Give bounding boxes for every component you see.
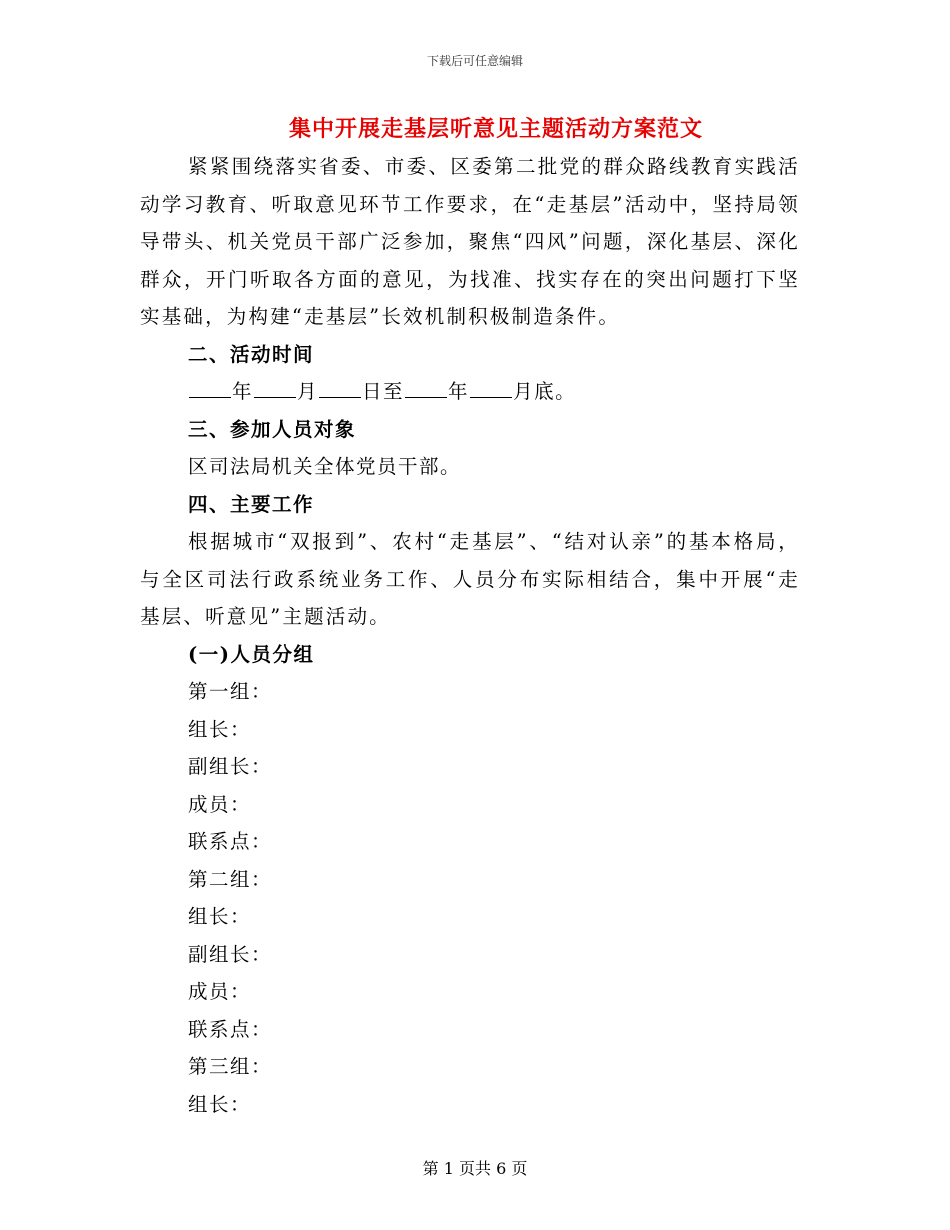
header-note: 下载后可任意编辑 [426,54,523,68]
date-part: 月底。 [513,380,577,403]
section-4-heading: 四、主要工作 [188,492,315,516]
date-blank [189,395,231,398]
list-item: 第三组： [188,1055,273,1078]
section-3-heading: 三、参加人员对象 [188,417,357,441]
list-item: 副组长： [188,755,273,778]
date-part: 月 [297,380,319,403]
section-3-text: 区司法局机关全体党员干部。 [188,455,462,478]
page-footer: 第 1 页共 6 页 [422,1159,528,1178]
date-part: 年 [232,380,254,403]
document-body [140,148,800,1123]
list-item: 组长： [188,1092,252,1116]
date-blank [319,395,361,398]
date-part: 年 [448,380,470,403]
date-blank [254,395,296,398]
document-title: 集中开展走基层听意见主题活动方案范文 [288,116,703,142]
list-item: 组长： [188,717,252,741]
list-item: 联系点： [188,1017,273,1041]
date-blank [405,395,447,398]
intro-paragraph: 紧紧围绕落实省委、市委、区委第二批党的群众路线教育实践活动学习教育、听取意见环节工作要求，在“走基层”活动中，坚持局领导带头、机关党员干部广泛参加，聚焦“四风”问题，深化基层、深化群众，开门听取各方面的意见，为找准、找实存在的突出问题打下坚实基础，为构建“走基层”长效机制积极制造条件。 [140,155,800,328]
list-item: 第一组： [188,680,273,703]
activity-date-line [140,373,800,411]
list-item: 成员： [188,792,252,816]
list-item: 联系点： [188,830,273,853]
list-item: 成员： [188,980,252,1003]
section-2-heading: 二、活动时间 [188,342,315,366]
section-4-paragraph: 根据城市“双报到”、农村“走基层”、“结对认亲”的基本格局，与全区司法行政系统业务工作、人员分布实际相结合，集中开展“走基层、听意见”主题活动。 [140,530,800,628]
sub-heading-grouping: (一)人员分组 [188,642,315,666]
date-part: 日至 [362,380,405,403]
list-item: 组长： [188,905,252,928]
list-item: 副组长： [188,942,273,966]
group-list [140,673,800,1123]
date-blank [470,395,512,398]
list-item: 第二组： [188,867,273,891]
